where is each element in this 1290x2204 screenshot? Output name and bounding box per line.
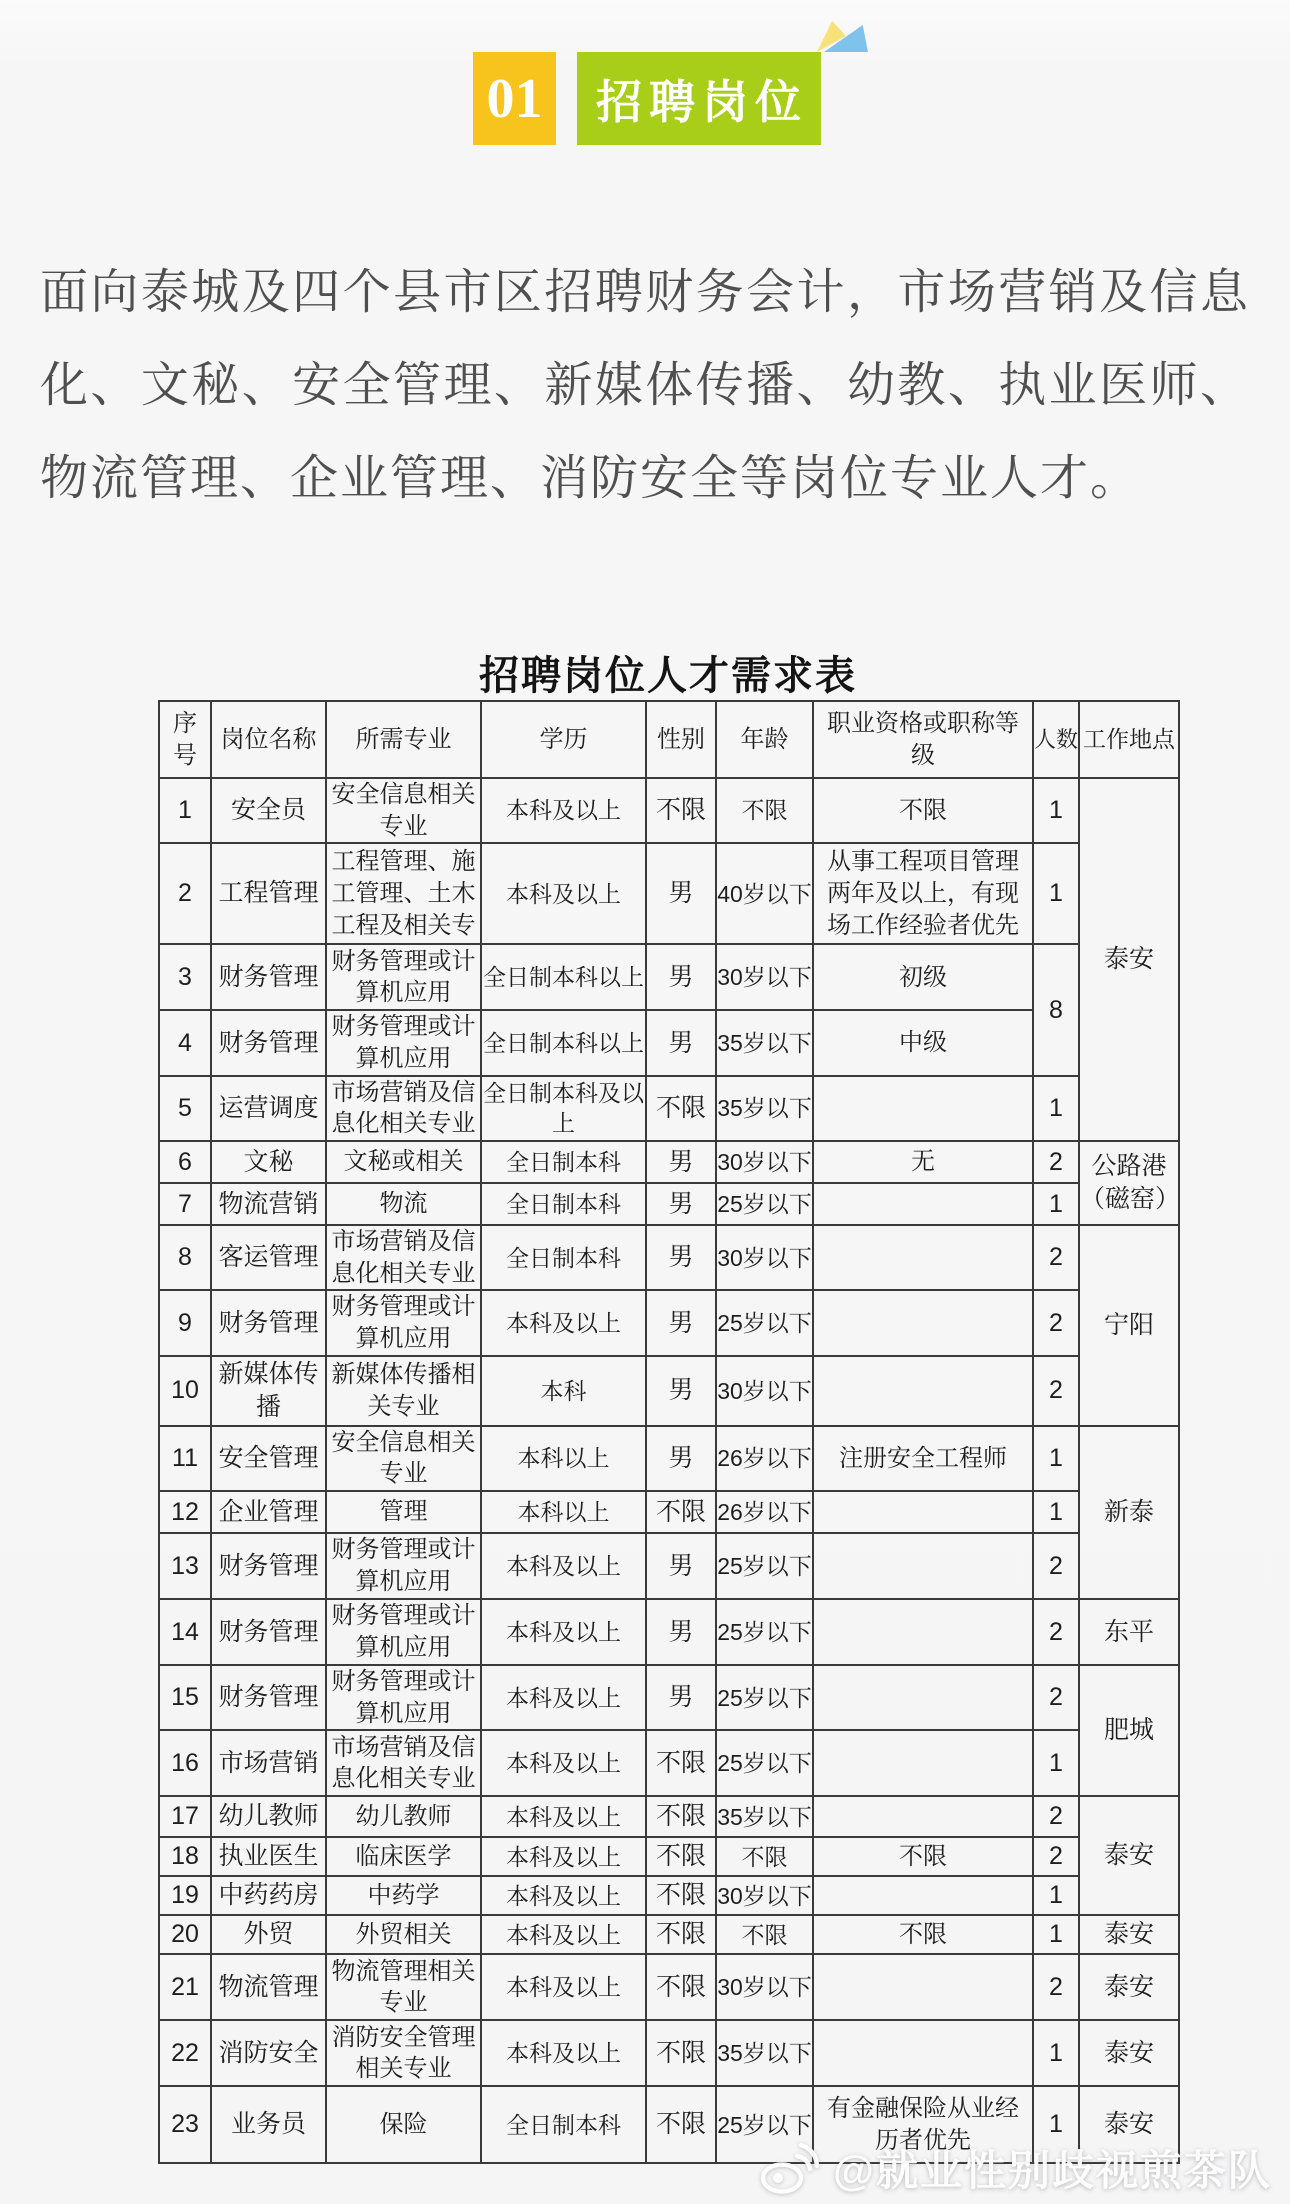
- table-cell: 10: [159, 1356, 211, 1426]
- table-cell: 从事工程项目管理两年及以上，有现场工作经验者优先: [813, 843, 1033, 944]
- table-cell: 安全信息相关专业: [326, 778, 481, 843]
- table-cell: 财务管理: [211, 1010, 326, 1075]
- table-cell: 本科及以上: [481, 843, 646, 944]
- table-cell: 宁阳: [1079, 1225, 1179, 1426]
- table-cell: 不限: [646, 1076, 716, 1141]
- table-cell: 新泰: [1079, 1426, 1179, 1599]
- table-cell: 19: [159, 1876, 211, 1915]
- table-cell: 全日制本科: [481, 1183, 646, 1225]
- table-cell: 泰安: [1079, 1954, 1179, 2020]
- table-cell: 男: [646, 1290, 716, 1355]
- table-cell: 泰安: [1079, 2086, 1179, 2163]
- table-cell: [813, 1290, 1033, 1355]
- table-row: [159, 1876, 1179, 1915]
- table-cell: 男: [646, 944, 716, 1010]
- table-cell: 不限: [646, 778, 716, 843]
- table-cell: 15: [159, 1665, 211, 1730]
- table-cell: 2: [159, 843, 211, 944]
- table-cell: 14: [159, 1599, 211, 1665]
- table-cell: 本科及以上: [481, 778, 646, 843]
- table-cell: 企业管理: [211, 1491, 326, 1533]
- table-cell: 本科及以上: [481, 2020, 646, 2086]
- table-cell: 1: [1033, 1491, 1079, 1533]
- table-cell: 男: [646, 1356, 716, 1426]
- table-cell: 执业医生: [211, 1837, 326, 1876]
- table-row: [159, 1141, 1179, 1183]
- table-cell: 30岁以下: [716, 1876, 813, 1915]
- table-cell: 2: [1033, 1141, 1079, 1183]
- table-cell: 泰安: [1079, 778, 1179, 1141]
- table-cell: [813, 1599, 1033, 1665]
- table-cell: 不限: [646, 1491, 716, 1533]
- table-cell: [813, 1876, 1033, 1915]
- table-cell: 6: [159, 1141, 211, 1183]
- table-cell: 35岁以下: [716, 2020, 813, 2086]
- column-header: 岗位名称: [211, 701, 326, 778]
- table-cell: [813, 1076, 1033, 1141]
- table-cell: 25岁以下: [716, 1183, 813, 1225]
- table-cell: 客运管理: [211, 1225, 326, 1290]
- table-cell: 男: [646, 1183, 716, 1225]
- table-cell: 业务员: [211, 2086, 326, 2163]
- section-title-wrap: [577, 52, 821, 145]
- table-cell: 4: [159, 1010, 211, 1075]
- table-cell: [813, 1954, 1033, 2020]
- column-header: 职业资格或职称等级: [813, 701, 1033, 778]
- table-cell: 9: [159, 1290, 211, 1355]
- table-cell: 财务管理或计算机应用: [326, 1533, 481, 1599]
- table-cell: 1: [1033, 843, 1079, 944]
- table-cell: 2: [1033, 1665, 1079, 1730]
- table-cell: 2: [1033, 1796, 1079, 1837]
- table-cell: 男: [646, 1665, 716, 1730]
- table-cell: 物流管理: [211, 1954, 326, 2020]
- table-cell: 安全员: [211, 778, 326, 843]
- table-cell: 临床医学: [326, 1837, 481, 1876]
- table-cell: 30岁以下: [716, 1141, 813, 1183]
- table-cell: 全日制本科以上: [481, 1010, 646, 1075]
- table-cell: 22: [159, 2020, 211, 2086]
- table-cell: 不限: [716, 1915, 813, 1954]
- table-cell: 财务管理: [211, 944, 326, 1010]
- table-cell: 13: [159, 1533, 211, 1599]
- table-cell: 2: [1033, 1290, 1079, 1355]
- table-row: [159, 1915, 1179, 1954]
- table-cell: 男: [646, 1533, 716, 1599]
- table-cell: 文秘或相关: [326, 1141, 481, 1183]
- table-cell: [813, 1225, 1033, 1290]
- table-cell: 市场营销及信息化相关专业: [326, 1225, 481, 1290]
- table-cell: 安全管理: [211, 1426, 326, 1491]
- table-cell: 1: [1033, 1426, 1079, 1491]
- table-cell: 35岁以下: [716, 1796, 813, 1837]
- table-cell: 25岁以下: [716, 2086, 813, 2163]
- table-cell: 工程管理: [211, 843, 326, 944]
- table-cell: 不限: [813, 1837, 1033, 1876]
- table-cell: 外贸: [211, 1915, 326, 1954]
- table-cell: [813, 1730, 1033, 1796]
- table-row: [159, 1491, 1179, 1533]
- table-cell: 本科及以上: [481, 1290, 646, 1355]
- table-cell: 东平: [1079, 1599, 1179, 1665]
- table-cell: 2: [1033, 1837, 1079, 1876]
- table-cell: 男: [646, 1426, 716, 1491]
- table-cell: [813, 1356, 1033, 1426]
- table-cell: 40岁以下: [716, 843, 813, 944]
- table-cell: [813, 1491, 1033, 1533]
- table-cell: 本科及以上: [481, 1665, 646, 1730]
- table-row: [159, 1533, 1179, 1599]
- table-cell: 市场营销: [211, 1730, 326, 1796]
- table-cell: 11: [159, 1426, 211, 1491]
- table-cell: 不限: [646, 1730, 716, 1796]
- table-cell: 文秘: [211, 1141, 326, 1183]
- table-cell: 8: [159, 1225, 211, 1290]
- table-cell: 25岁以下: [716, 1533, 813, 1599]
- table-row: [159, 843, 1179, 944]
- table-cell: 不限: [646, 1915, 716, 1954]
- table-cell: 幼儿教师: [326, 1796, 481, 1837]
- table-cell: 不限: [646, 1796, 716, 1837]
- table-cell: 消防安全: [211, 2020, 326, 2086]
- table-cell: 消防安全管理相关专业: [326, 2020, 481, 2086]
- table-row: [159, 1796, 1179, 1837]
- table-row: [159, 1183, 1179, 1225]
- table-cell: 本科及以上: [481, 1915, 646, 1954]
- table-cell: [813, 2020, 1033, 2086]
- column-header: 所需专业: [326, 701, 481, 778]
- column-header: 序号: [159, 701, 211, 778]
- table-cell: 新媒体传播: [211, 1356, 326, 1426]
- table-row: [159, 944, 1179, 1010]
- table-cell: 17: [159, 1796, 211, 1837]
- table-cell: 21: [159, 1954, 211, 2020]
- table-cell: 本科及以上: [481, 1599, 646, 1665]
- table-cell: 本科及以上: [481, 1730, 646, 1796]
- table-cell: 泰安: [1079, 1796, 1179, 1915]
- table-cell: 有金融保险从业经历者优先: [813, 2086, 1033, 2163]
- table-cell: [813, 1796, 1033, 1837]
- table-cell: 泰安: [1079, 2020, 1179, 2086]
- table-cell: 不限: [646, 2086, 716, 2163]
- table-cell: 物流管理相关专业: [326, 1954, 481, 2020]
- table-row: [159, 1599, 1179, 1665]
- table-cell: [813, 1183, 1033, 1225]
- watermark-handle: @就业性别歧视煎茶队: [833, 2147, 1272, 2194]
- watermark: [759, 2138, 1272, 2198]
- table-cell: 本科以上: [481, 1426, 646, 1491]
- table-cell: 2: [1033, 1599, 1079, 1665]
- table-cell: 3: [159, 944, 211, 1010]
- table-cell: 1: [1033, 1076, 1079, 1141]
- table-cell: 1: [1033, 2086, 1079, 2163]
- column-header: 工作地点: [1079, 701, 1179, 778]
- table-cell: 工程管理、施工管理、土木工程及相关专: [326, 843, 481, 944]
- table-cell: 25岁以下: [716, 1665, 813, 1730]
- table-cell: 不限: [646, 1876, 716, 1915]
- table-cell: 公路港（磁窑）: [1079, 1141, 1179, 1225]
- table-cell: 新媒体传播相关专业: [326, 1356, 481, 1426]
- table-cell: 不限: [813, 778, 1033, 843]
- table-cell: 安全信息相关专业: [326, 1426, 481, 1491]
- table-cell: 中药学: [326, 1876, 481, 1915]
- table-row: [159, 1837, 1179, 1876]
- table-cell: 不限: [716, 1837, 813, 1876]
- table-cell: 初级: [813, 944, 1033, 1010]
- table-cell: 26岁以下: [716, 1491, 813, 1533]
- table-cell: 财务管理或计算机应用: [326, 1665, 481, 1730]
- table-cell: 幼儿教师: [211, 1796, 326, 1837]
- section-title-badge: 招聘岗位: [577, 52, 821, 145]
- table-cell: 2: [1033, 1954, 1079, 2020]
- table-cell: 财务管理或计算机应用: [326, 1599, 481, 1665]
- table-row: [159, 1225, 1179, 1290]
- table-cell: 5: [159, 1076, 211, 1141]
- table-row: [159, 1076, 1179, 1141]
- column-header: 年龄: [716, 701, 813, 778]
- table-cell: 本科及以上: [481, 1837, 646, 1876]
- table-cell: 本科及以上: [481, 1533, 646, 1599]
- table-cell: 1: [1033, 2020, 1079, 2086]
- table-cell: 25岁以下: [716, 1599, 813, 1665]
- table-cell: 1: [1033, 778, 1079, 843]
- table-cell: [813, 1665, 1033, 1730]
- table-cell: 不限: [716, 778, 813, 843]
- table-cell: 本科及以上: [481, 1954, 646, 2020]
- column-header: 人数: [1033, 701, 1079, 778]
- table-cell: 男: [646, 1141, 716, 1183]
- table-cell: 全日制本科以上: [481, 944, 646, 1010]
- table-cell: 35岁以下: [716, 1076, 813, 1141]
- table-cell: 财务管理或计算机应用: [326, 1290, 481, 1355]
- table-cell: 外贸相关: [326, 1915, 481, 1954]
- table-cell: 8: [1033, 944, 1079, 1075]
- table-cell: 注册安全工程师: [813, 1426, 1033, 1491]
- table-cell: 物流: [326, 1183, 481, 1225]
- table-row: [159, 1426, 1179, 1491]
- table-cell: 16: [159, 1730, 211, 1796]
- table-cell: 2: [1033, 1533, 1079, 1599]
- table-cell: 全日制本科及以上: [481, 1076, 646, 1141]
- table-row: [159, 1356, 1179, 1426]
- table-cell: 1: [1033, 1915, 1079, 1954]
- table-cell: 本科及以上: [481, 1876, 646, 1915]
- table-cell: 7: [159, 1183, 211, 1225]
- table-row: [159, 1954, 1179, 2020]
- table-row: [159, 1290, 1179, 1355]
- table-cell: 财务管理: [211, 1290, 326, 1355]
- table-row: [159, 2020, 1179, 2086]
- table-title: 招聘岗位人才需求表: [479, 653, 857, 698]
- table-cell: 财务管理: [211, 1599, 326, 1665]
- recruitment-table: [158, 700, 1180, 2164]
- table-cell: 2: [1033, 1225, 1079, 1290]
- table-cell: 肥城: [1079, 1665, 1179, 1796]
- table-cell: 25岁以下: [716, 1290, 813, 1355]
- table-cell: 中级: [813, 1010, 1033, 1075]
- table-cell: 泰安: [1079, 1915, 1179, 1954]
- table-cell: 全日制本科: [481, 1225, 646, 1290]
- table-cell: 全日制本科: [481, 2086, 646, 2163]
- table-cell: 26岁以下: [716, 1426, 813, 1491]
- table-cell: 财务管理或计算机应用: [326, 1010, 481, 1075]
- table-cell: 保险: [326, 2086, 481, 2163]
- table-row: [159, 1730, 1179, 1796]
- table-cell: 市场营销及信息化相关专业: [326, 1076, 481, 1141]
- table-cell: 不限: [813, 1915, 1033, 1954]
- table-cell: 35岁以下: [716, 1010, 813, 1075]
- table-cell: 1: [1033, 1876, 1079, 1915]
- section-header: [473, 52, 821, 145]
- column-header: 性别: [646, 701, 716, 778]
- table-cell: 23: [159, 2086, 211, 2163]
- table-cell: 25岁以下: [716, 1730, 813, 1796]
- table-header-row: [159, 701, 1179, 778]
- table-cell: 男: [646, 1599, 716, 1665]
- table-cell: 18: [159, 1837, 211, 1876]
- table-cell: 本科以上: [481, 1491, 646, 1533]
- table-cell: 不限: [646, 1837, 716, 1876]
- table-row: [159, 1665, 1179, 1730]
- table-cell: 本科: [481, 1356, 646, 1426]
- table-cell: 男: [646, 843, 716, 944]
- table-cell: 1: [1033, 1730, 1079, 1796]
- table-cell: 30岁以下: [716, 1954, 813, 2020]
- table-cell: 管理: [326, 1491, 481, 1533]
- table-cell: [813, 1533, 1033, 1599]
- table-cell: 1: [159, 778, 211, 843]
- table-cell: 男: [646, 1010, 716, 1075]
- table-cell: 物流营销: [211, 1183, 326, 1225]
- table-cell: 市场营销及信息化相关专业: [326, 1730, 481, 1796]
- table-cell: 2: [1033, 1356, 1079, 1426]
- column-header: 学历: [481, 701, 646, 778]
- table-cell: 运营调度: [211, 1076, 326, 1141]
- table-cell: 20: [159, 1915, 211, 1954]
- table-cell: 30岁以下: [716, 1356, 813, 1426]
- table-cell: 不限: [646, 1954, 716, 2020]
- table-cell: 30岁以下: [716, 1225, 813, 1290]
- recruitment-table-wrap: [158, 700, 1181, 2164]
- table-cell: 中药药房: [211, 1876, 326, 1915]
- table-cell: 本科及以上: [481, 1796, 646, 1837]
- table-cell: 1: [1033, 1183, 1079, 1225]
- table-row: [159, 1010, 1179, 1075]
- intro-paragraph: 面向泰城及四个县市区招聘财务会计，市场营销及信息化、文秘、安全管理、新媒体传播、幼教、执业医师、物流管理、企业管理、消防安全等岗位专业人才。: [40, 266, 1250, 505]
- table-cell: 财务管理或计算机应用: [326, 944, 481, 1010]
- table-cell: 财务管理: [211, 1665, 326, 1730]
- table-row: [159, 778, 1179, 843]
- weibo-icon: [759, 2141, 821, 2195]
- section-number-badge: 01: [473, 52, 556, 145]
- table-cell: 全日制本科: [481, 1141, 646, 1183]
- table-cell: 不限: [646, 2020, 716, 2086]
- table-cell: 财务管理: [211, 1533, 326, 1599]
- table-cell: 无: [813, 1141, 1033, 1183]
- table-cell: 12: [159, 1491, 211, 1533]
- table-cell: 30岁以下: [716, 944, 813, 1010]
- table-cell: 男: [646, 1225, 716, 1290]
